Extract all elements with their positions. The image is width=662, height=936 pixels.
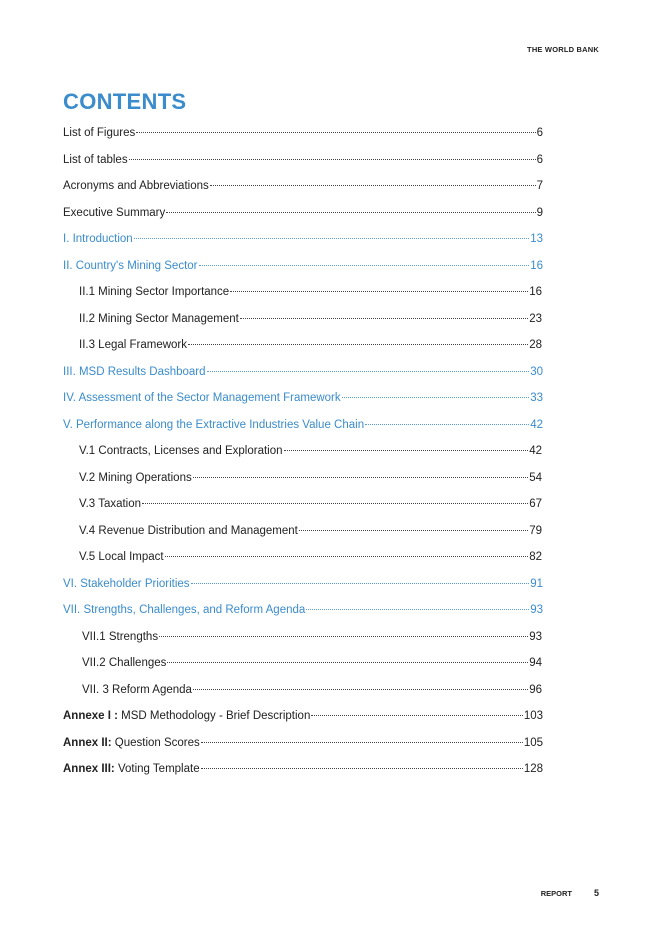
toc-entry[interactable]	[63, 442, 543, 469]
dot-leader	[299, 529, 528, 531]
toc-entry-label	[63, 734, 200, 752]
dot-leader	[129, 158, 536, 160]
toc-entry-label: II.2 Mining Sector Management	[79, 312, 239, 325]
toc-entry-label: VII.1 Strengths	[82, 630, 159, 643]
toc-entry[interactable]	[63, 283, 543, 310]
toc-entry-label: I. Introduction	[63, 233, 133, 245]
toc-entry[interactable]	[63, 416, 543, 443]
toc-entry-page: 28	[529, 339, 542, 351]
dot-leader	[311, 714, 522, 716]
toc-entry-label: VI. Stakeholder Priorities	[63, 577, 190, 590]
toc-entry-page: 42	[529, 445, 542, 457]
dot-leader	[188, 343, 528, 345]
dot-leader	[193, 688, 528, 690]
toc-entry[interactable]	[63, 548, 543, 575]
toc-entry[interactable]	[63, 628, 543, 655]
dot-leader	[201, 767, 523, 769]
toc-entry-label: List of tables	[63, 153, 128, 166]
toc-entry-label: II.3 Legal Framework	[79, 339, 188, 351]
toc-entry-label: V.2 Mining Operations	[79, 471, 192, 484]
toc-entry-label: II.1 Mining Sector Importance	[79, 286, 230, 298]
toc-entry-page: 16	[530, 259, 543, 272]
dot-leader	[342, 396, 530, 398]
toc-entry[interactable]	[63, 204, 543, 231]
toc-entry[interactable]	[63, 230, 543, 257]
toc-entry[interactable]	[63, 575, 543, 602]
toc-entry-title: Question Scores	[111, 736, 200, 749]
toc-entry[interactable]	[63, 124, 543, 151]
dot-leader	[165, 555, 529, 557]
toc-entry[interactable]	[63, 522, 543, 549]
toc-entry[interactable]	[63, 177, 543, 204]
toc-entry[interactable]	[63, 601, 543, 628]
toc-entry[interactable]	[63, 734, 543, 761]
toc-entry-label: II. Country's Mining Sector	[63, 259, 198, 272]
dot-leader	[365, 423, 529, 425]
toc-entry[interactable]	[63, 760, 543, 787]
toc-entry-page: 93	[530, 604, 543, 616]
toc-entry-page: 54	[529, 471, 542, 484]
dot-leader	[136, 131, 535, 133]
toc-entry-label	[63, 707, 310, 725]
toc-entry-page: 91	[530, 577, 543, 590]
page-number: 5	[593, 888, 599, 898]
toc-entry-page: 33	[530, 392, 543, 404]
toc-entry-page: 79	[529, 524, 542, 537]
page-title: CONTENTS	[63, 89, 187, 114]
toc-entry-page: 128	[523, 763, 543, 775]
toc-entry-title: MSD Methodology - Brief Description	[117, 710, 311, 722]
toc-entry-label: V.3 Taxation	[79, 498, 142, 510]
toc-entry-label: VII. 3 Reform Agenda	[82, 683, 192, 696]
toc-entry-label: V.1 Contracts, Licenses and Exploration	[79, 445, 283, 457]
toc-entry-label: List of Figures	[63, 127, 136, 139]
toc-entry-page: 93	[529, 630, 542, 643]
toc-entry-label: IV. Assessment of the Sector Management Framework	[63, 392, 341, 404]
toc-entry-page: 103	[523, 710, 543, 722]
dot-leader	[284, 449, 529, 451]
toc-entry-page: 6	[536, 127, 543, 139]
dot-leader	[207, 370, 530, 372]
toc-entry-label: VII. Strengths, Challenges, and Reform Agenda	[63, 604, 306, 616]
footer	[541, 888, 599, 898]
toc-entry[interactable]	[63, 707, 543, 734]
toc-entry[interactable]	[63, 257, 543, 284]
dot-leader	[142, 502, 528, 504]
toc-entry-page: 42	[530, 418, 543, 431]
toc-entry-label: Acronyms and Abbreviations	[63, 180, 209, 192]
toc-entry-page: 30	[530, 365, 543, 378]
dot-leader	[230, 290, 528, 292]
footer-label: REPORT	[540, 889, 572, 898]
dot-leader	[306, 608, 529, 610]
toc-entry-page: 7	[536, 180, 543, 192]
toc-entry-page: 9	[536, 206, 543, 219]
dot-leader	[191, 582, 530, 584]
toc-entry-prefix: Annex II:	[63, 736, 112, 749]
toc-entry-page: 105	[523, 736, 543, 749]
toc-entry[interactable]	[63, 363, 543, 390]
dot-leader	[199, 264, 530, 266]
dot-leader	[210, 184, 536, 186]
toc-entry-page: 13	[530, 233, 543, 245]
toc-entry-prefix: Annexe I :	[63, 710, 118, 722]
dot-leader	[167, 661, 528, 663]
toc-entry-page: 94	[529, 657, 542, 669]
toc-entry[interactable]	[63, 654, 543, 681]
dot-leader	[201, 741, 523, 743]
toc-entry-label: III. MSD Results Dashboard	[63, 365, 206, 378]
toc-entry[interactable]	[63, 389, 543, 416]
toc-entry-label: V.4 Revenue Distribution and Management	[79, 524, 298, 537]
toc-entry[interactable]	[63, 310, 543, 337]
toc-entry-title: Voting Template	[114, 763, 200, 775]
toc-entry-label: Executive Summary	[63, 206, 166, 219]
toc-entry-page: 6	[536, 153, 543, 166]
toc-entry-page: 96	[529, 683, 542, 696]
header-org: THE WORLD BANK	[527, 45, 599, 54]
dot-leader	[240, 317, 528, 319]
toc-entry-label: V. Performance along the Extractive Industries Value Chain	[63, 418, 365, 431]
toc-entry[interactable]	[63, 681, 543, 708]
toc-entry[interactable]	[63, 469, 543, 496]
dot-leader	[159, 635, 528, 637]
toc-entry-prefix: Annex III:	[63, 763, 115, 775]
toc-entry[interactable]	[63, 336, 543, 363]
toc-entry[interactable]	[63, 151, 543, 178]
toc-entry-page: 82	[529, 551, 542, 563]
toc-entry-label	[63, 760, 200, 778]
table-of-contents	[63, 124, 543, 787]
toc-entry-label: V.5 Local Impact	[79, 551, 164, 563]
dot-leader	[134, 237, 530, 239]
toc-entry-label: VII.2 Challenges	[82, 657, 167, 669]
toc-entry-page: 23	[529, 312, 542, 325]
dot-leader	[166, 211, 535, 213]
toc-entry-page: 67	[529, 498, 542, 510]
dot-leader	[193, 476, 528, 478]
toc-entry[interactable]	[63, 495, 543, 522]
toc-entry-page: 16	[529, 286, 542, 298]
